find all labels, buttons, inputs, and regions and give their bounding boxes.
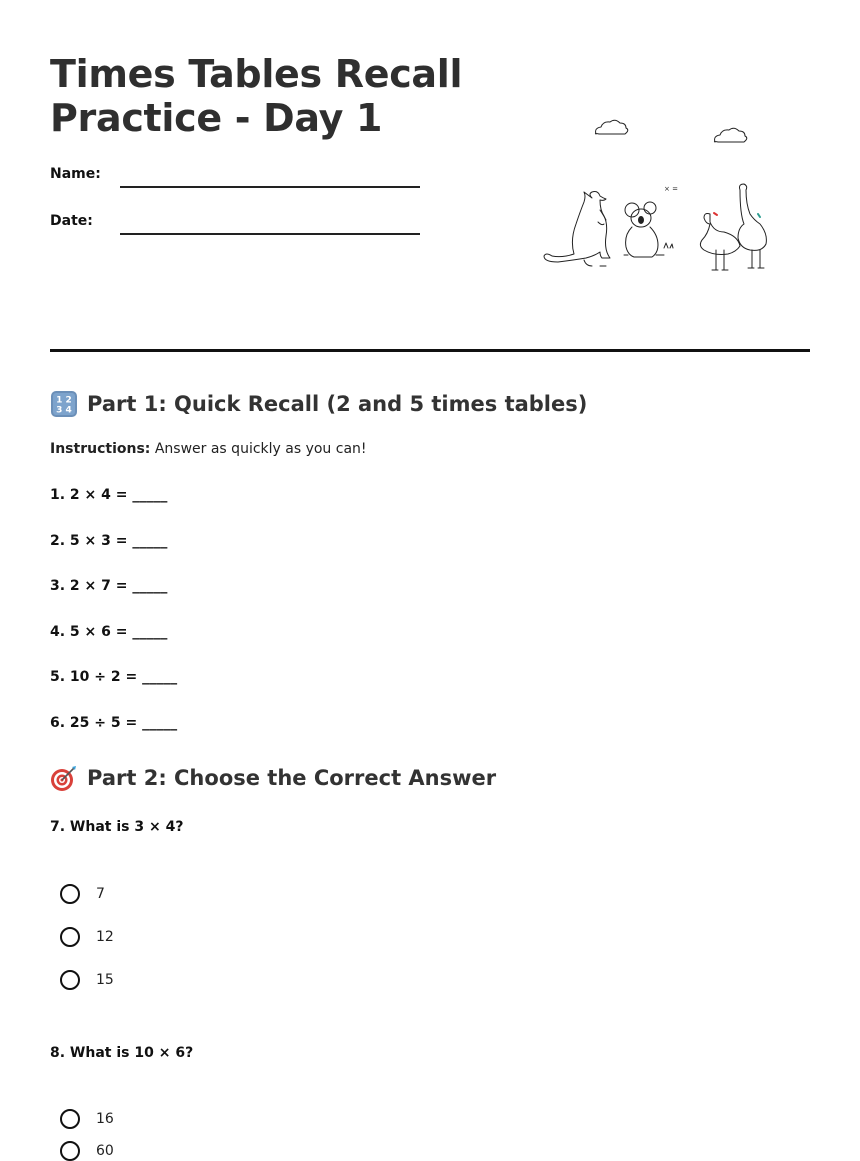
title-line-1: Times Tables Recall xyxy=(50,52,463,96)
recall-item-6: 6. 25 ÷ 5 = _____ xyxy=(50,715,178,731)
svg-text:3 4: 3 4 xyxy=(56,405,72,416)
radio-button[interactable] xyxy=(60,970,80,990)
radio-button[interactable] xyxy=(60,927,80,947)
part1-heading-text: Part 1: Quick Recall (2 and 5 times tables) xyxy=(87,392,588,416)
part2-heading-text: Part 2: Choose the Correct Answer xyxy=(87,766,497,790)
cloud-icon xyxy=(714,128,746,142)
recall-item-2: 2. 5 × 3 = _____ xyxy=(50,533,168,549)
question-8: 8. What is 10 × 6? xyxy=(50,1045,194,1061)
option-label: 15 xyxy=(96,972,114,988)
part2-heading xyxy=(50,764,496,792)
option-label: 12 xyxy=(96,929,114,945)
part1-heading xyxy=(50,390,587,418)
name-field-row xyxy=(50,166,420,182)
instructions-label: Instructions: xyxy=(50,441,151,457)
radio-button[interactable] xyxy=(60,1141,80,1161)
option-label: 7 xyxy=(96,886,105,902)
title-line-2: Practice - Day 1 xyxy=(50,96,383,140)
emu-drawing xyxy=(700,213,740,270)
section-divider xyxy=(50,349,810,352)
numbers-keycap-icon xyxy=(50,390,78,418)
q7-option-b[interactable] xyxy=(60,927,114,947)
option-label: 60 xyxy=(96,1143,114,1159)
kangaroo-drawing xyxy=(544,192,610,267)
date-input-line[interactable] xyxy=(120,233,420,235)
q8-option-a[interactable] xyxy=(60,1109,114,1129)
cloud-icon xyxy=(595,120,627,134)
page-title xyxy=(50,52,520,140)
q8-option-b[interactable] xyxy=(60,1141,114,1161)
radio-button[interactable] xyxy=(60,1109,80,1129)
q7-option-a[interactable] xyxy=(60,884,105,904)
instructions-text: Answer as quickly as you can! xyxy=(150,441,367,457)
grass-drawing xyxy=(664,243,673,248)
recall-item-3: 3. 2 × 7 = _____ xyxy=(50,578,168,594)
emu-drawing xyxy=(738,184,766,268)
q7-option-c[interactable] xyxy=(60,970,114,990)
dart-target-icon xyxy=(50,764,78,792)
date-label: Date: xyxy=(50,213,93,229)
name-input-line[interactable] xyxy=(120,186,420,188)
question-7: 7. What is 3 × 4? xyxy=(50,819,184,835)
illustration-sign-text: × = xyxy=(664,185,678,193)
option-label: 16 xyxy=(96,1111,114,1127)
svg-text:1 2: 1 2 xyxy=(56,395,72,406)
koala-drawing xyxy=(624,202,664,257)
recall-item-5: 5. 10 ÷ 2 = _____ xyxy=(50,669,178,685)
recall-item-1: 1. 2 × 4 = _____ xyxy=(50,487,168,503)
radio-button[interactable] xyxy=(60,884,80,904)
animals-illustration xyxy=(540,110,790,280)
recall-item-4: 4. 5 × 6 = _____ xyxy=(50,624,168,640)
date-field-row xyxy=(50,213,420,229)
name-label: Name: xyxy=(50,166,101,182)
instructions xyxy=(50,441,367,457)
